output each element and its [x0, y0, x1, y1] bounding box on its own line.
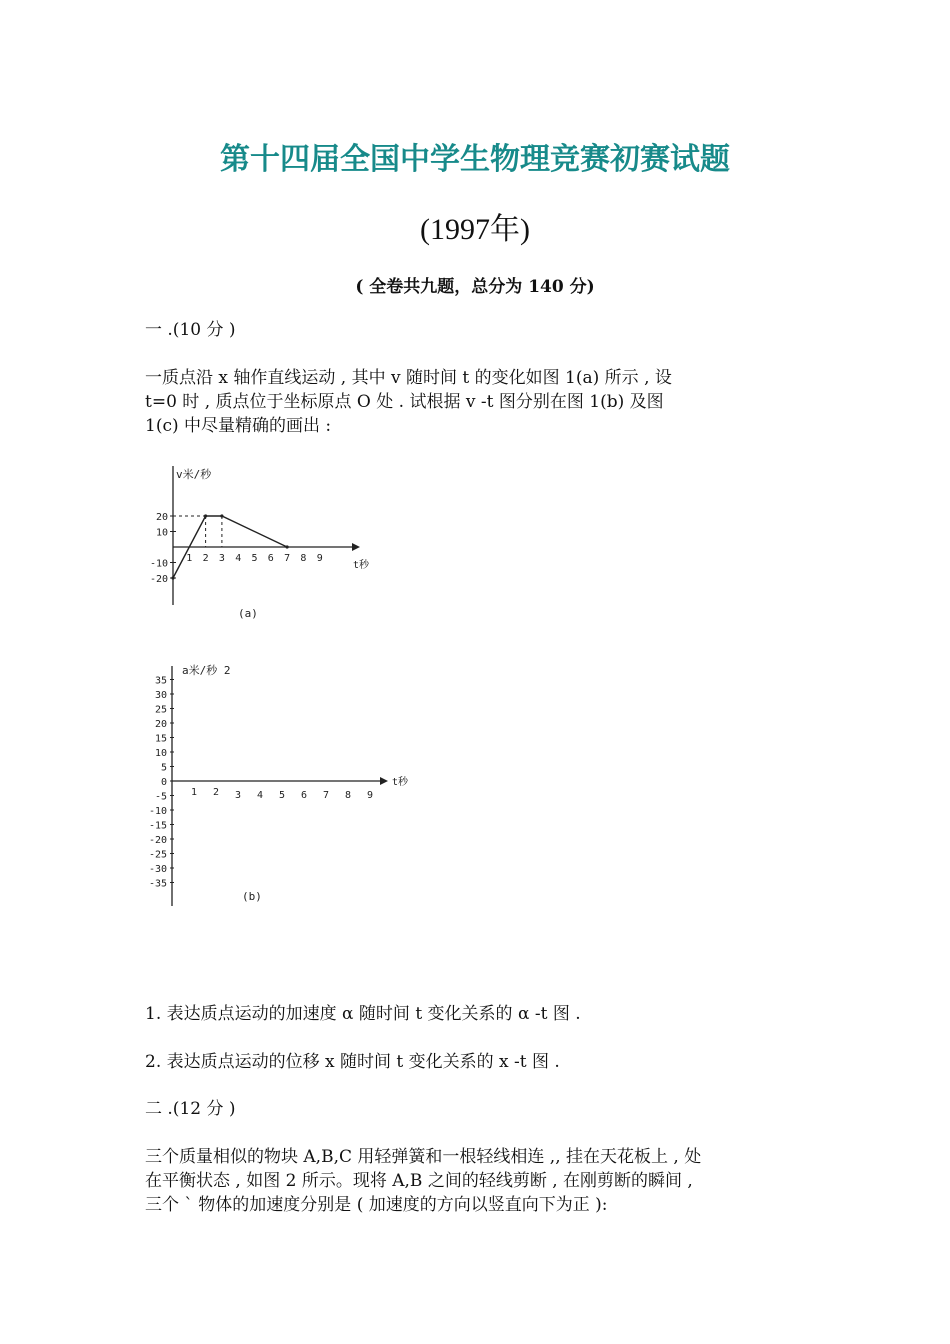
figure-1b-x-tick: 7	[323, 790, 330, 801]
figure-1b-ylabel: a米/秒 2	[182, 664, 231, 677]
figure-1a	[140, 460, 400, 630]
figure-1a-ylabel: v米/秒	[176, 468, 212, 481]
q1-item-1: 1. 表达质点运动的加速度 α 随时间 t 变化关系的 α -t 图 .	[145, 1004, 581, 1024]
document-year: (1997年)	[420, 213, 530, 246]
figure-1b-y-tick: 35	[154, 675, 167, 687]
figure-1b-y-tick: -30	[148, 864, 167, 875]
figure-1a-x-tick: 9	[316, 553, 323, 564]
figure-1a-x-tick: 2	[202, 553, 209, 564]
document-subtitle: ( 全卷共九题，总分为 140 分)	[355, 277, 595, 297]
figure-1b-x-tick: 1	[191, 787, 198, 798]
figure-1a-xlabel: t秒	[353, 560, 370, 571]
figure-1b-y-tick: -15	[148, 820, 167, 832]
figure-1b	[140, 658, 430, 908]
figure-1b-x-tick: 2	[213, 787, 220, 798]
figure-1a-y-tick: -20	[149, 574, 168, 585]
q1-text: 一质点沿 x 轴作直线运动 , 其中 v 随时间 t 的变化如图 1(a) 所示 , 设 t=0 时 , 质点位于坐标原点 O 处 . 试根据 v -t 图分别在图 1(b) 及图 1(c) 中尽量精确的画出 :	[145, 368, 672, 436]
figure-1b-y-tick: 30	[154, 690, 167, 701]
figure-1a-x-tick: 6	[267, 553, 274, 564]
figure-1b-x-tick: 6	[301, 790, 308, 801]
q1-item-2: 2. 表达质点运动的位移 x 随时间 t 变化关系的 x -t 图 .	[145, 1052, 560, 1072]
figure-1a-caption: (a)	[238, 607, 258, 620]
figure-1b-y-tick: -5	[154, 791, 167, 803]
figure-1b-x-tick: 9	[367, 790, 374, 801]
figure-1a-x-tick: 4	[235, 553, 242, 564]
q2-heading: 二 .(12 分 )	[145, 1099, 236, 1119]
figure-1b-x-tick: 3	[235, 790, 242, 801]
figure-1a-x-tick: 1	[186, 553, 193, 564]
figure-1a-x-tick: 8	[300, 553, 307, 564]
figure-1b-y-tick: 15	[154, 733, 167, 745]
figure-1a-x-tick: 7	[284, 553, 291, 564]
figure-1a-axes	[173, 466, 360, 605]
figure-1b-y-tick: -20	[148, 835, 167, 846]
figure-1b-caption: (b)	[242, 890, 262, 903]
figure-1a-y-tick: -10	[149, 558, 168, 570]
figure-1a-y-tick: 10	[155, 527, 168, 539]
q1-heading: 一 .(10 分 )	[145, 320, 236, 340]
figure-1b-y-tick: 0	[160, 777, 167, 788]
figure-1b-y-tick: 5	[160, 762, 167, 774]
figure-1b-y-tick: 25	[154, 704, 167, 716]
figure-1a-y-tick: 20	[155, 512, 168, 523]
figure-1b-y-tick: -25	[148, 849, 167, 861]
figure-1b-x-tick: 5	[279, 790, 286, 801]
figure-1a-x-tick: 5	[251, 553, 258, 564]
document-title: 第十四届全国中学生物理竞赛初赛试题	[220, 142, 730, 177]
figure-1b-x-tick: 8	[345, 790, 352, 801]
figure-1b-y-tick: -35	[148, 878, 167, 890]
figure-1b-y-tick: 10	[154, 748, 167, 759]
figure-1b-xlabel: t秒	[392, 777, 409, 788]
figure-1b-x-tick: 4	[257, 790, 264, 801]
figure-1a-x-tick: 3	[218, 553, 225, 564]
figure-1b-axes	[172, 666, 388, 906]
figure-1b-y-tick: -10	[148, 806, 167, 817]
figure-1b-y-tick: 20	[154, 719, 167, 730]
q2-text: 三个质量相似的物块 A,B,C 用轻弹簧和一根轻线相连 ,, 挂在天花板上 , 处 在平衡状态 , 如图 2 所示。现将 A,B 之间的轻线剪断 , 在刚剪断的瞬间 , 三个 ` 物体的加速度分别是 ( 加速度的方向以竖直向下为正 ):	[145, 1147, 702, 1215]
